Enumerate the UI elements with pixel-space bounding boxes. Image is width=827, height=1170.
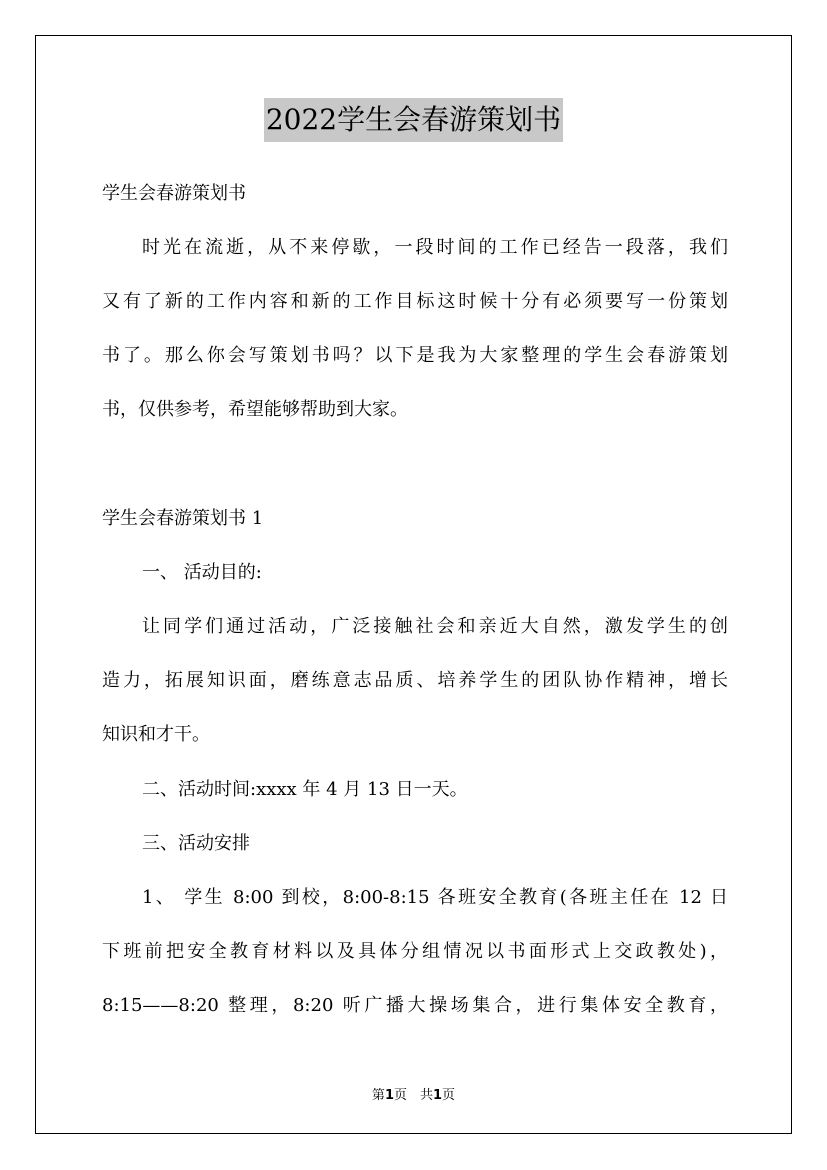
paragraph-line: 1、 学生 8:00 到校，8:00-8:15 各班安全教育(各班主任在 12 日 (142, 887, 728, 908)
section-heading: 学生会春游策划书 1 (102, 508, 264, 529)
subheading: 三、活动安排 (142, 833, 250, 854)
paragraph-line: 下班前把安全教育材料以及具体分组情况以书面形式上交政教处)， (102, 941, 728, 962)
footer-mid: 页 共 (393, 1088, 433, 1103)
subheading: 二、活动时间:xxxx 年 4 月 13 日一天。 (142, 779, 468, 800)
paragraph-line: 造力，拓展知识面，磨练意志品质、培养学生的团队协作精神，增长 (102, 670, 728, 691)
paragraph-line: 学生会春游策划书 (102, 183, 246, 204)
page-number: 1 (384, 1088, 394, 1103)
paragraph-line: 让同学们通过活动，广泛接触社会和亲近大自然，激发学生的创 (142, 616, 728, 637)
title-container (0, 98, 827, 142)
paragraph-line: 知识和才干。 (102, 724, 210, 745)
footer-prefix: 第 (371, 1088, 385, 1103)
paragraph-line: 又有了新的工作内容和新的工作目标这时候十分有必须要写一份策划 (102, 291, 728, 312)
paragraph-line: 时光在流逝，从不来停歇，一段时间的工作已经告一段落，我们 (142, 237, 728, 258)
paragraph-line: 书，仅供参考，希望能够帮助到大家。 (102, 399, 408, 420)
footer-suffix: 页 (442, 1088, 456, 1103)
page-total: 1 (433, 1088, 443, 1103)
paragraph-line: 书了。那么你会写策划书吗？以下是我为大家整理的学生会春游策划 (102, 345, 728, 366)
paragraph-line: 8:15——8:20 整理，8:20 听广播大操场集合，进行集体安全教育， (102, 995, 728, 1016)
document-title: 2022学生会春游策划书 (264, 98, 563, 142)
page-footer (0, 1084, 827, 1103)
subheading: 一、 活动目的: (142, 562, 262, 583)
